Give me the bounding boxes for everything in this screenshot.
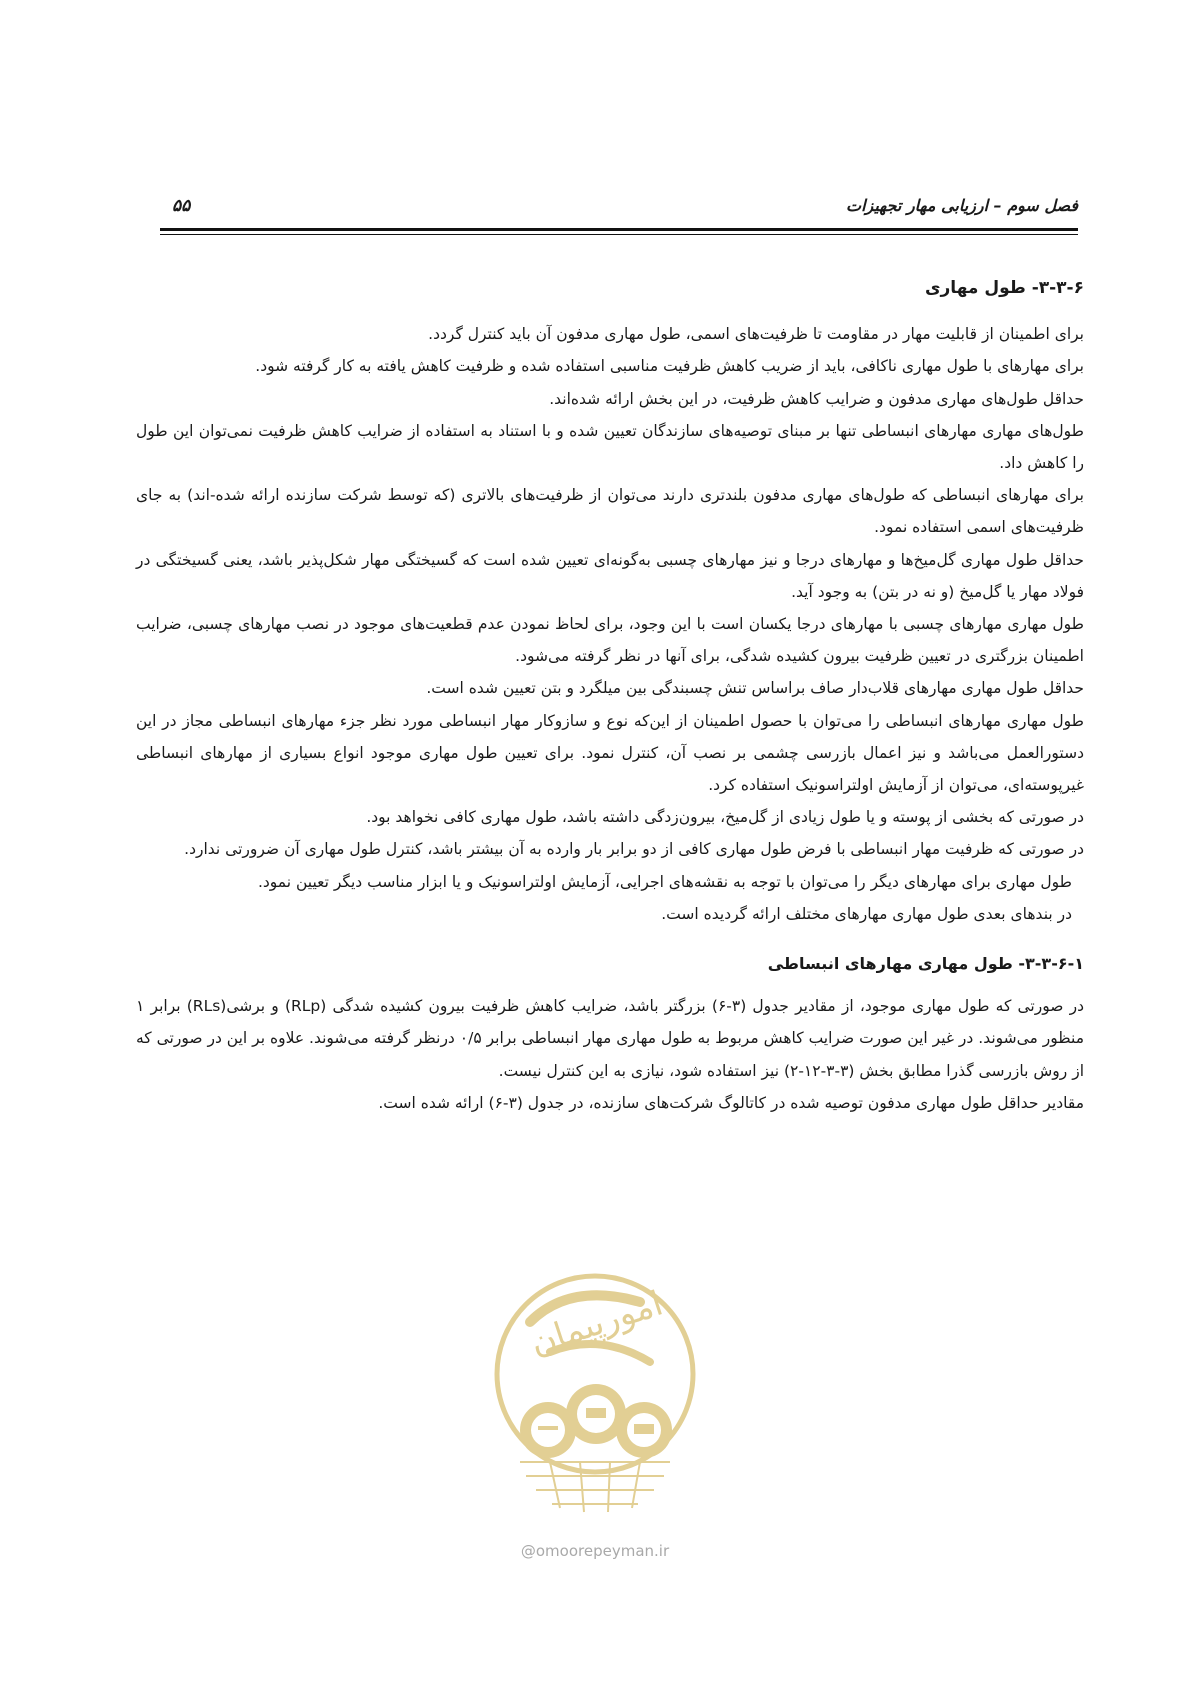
page-header [160,196,1078,226]
watermark-logo-text: امورپیمان [525,1283,668,1364]
paragraph: طول مهاری مهارهای انبساطی را می‌توان با حصول اطمینان از این‌که نوع و سازوکار مهار انبساطی مورد نظر جزء مهارهای انبساطی مجاز در این دستورالعمل می‌باشد و نیز اعمال بازرسی چشمی بر نصب آن، کنترل نمود. برای تعیین طول مهاری موجود انواع بسیاری از مهارهای انبساطی غیرپوسته‌ای، می‌توان از آزمایش اولتراسونیک استفاده کرد. [136,711,1084,795]
watermark [490,1262,700,1562]
page-number: ۵۵ [172,196,191,216]
chapter-title: فصل سوم – ارزیابی مهار تجهیزات [846,196,1078,215]
paragraph: طول مهاری مهارهای چسبی با مهارهای درجا یکسان است با این وجود، برای لحاظ نمودن عدم قطعیت‌های موجود در نصب مهارهای چسبی، ضرایب اطمینان بزرگتری در تعیین ظرفیت بیرون کشیده شدگی، برای آنها در نظر گرفته می‌شود. [136,615,1084,666]
paragraph: مقادیر حداقل طول مهاری مدفون توصیه شده در کاتالوگ شرکت‌های سازنده، در جدول (۳-۶) ارائه شده است. [378,1093,1084,1112]
page-body [136,272,1084,1119]
paragraph: برای اطمینان از قابلیت مهار در مقاومت تا ظرفیت‌های اسمی، طول مهاری مدفون آن باید کنترل گردد. [428,325,1084,344]
header-rule-thin [160,234,1078,235]
paragraph: در بندهای بعدی طول مهاری مهارهای مختلف ارائه گردیده است. [661,904,1072,923]
paragraph: در صورتی که بخشی از پوسته و یا طول زیادی از گل‌میخ، بیرون‌زدگی داشته باشد، طول مهاری کافی نخواهد بود. [366,808,1084,827]
paragraph: حداقل طول‌های مهاری مدفون و ضرایب کاهش ظرفیت، در این بخش ارائه شده‌اند. [549,389,1084,408]
paragraph: حداقل طول مهاری گل‌میخ‌ها و مهارهای درجا و نیز مهارهای چسبی به‌گونه‌ای تعیین شده است که گسیختگی مهار شکل‌پذیر باشد، یعنی گسیختگی در فولاد مهار یا گل‌میخ (و نه در بتن) به وجود آید. [136,550,1084,601]
section-heading: ۳-۳-۶- طول مهاری [924,278,1084,298]
paragraph: برای مهارهای انبساطی که طول‌های مهاری مدفون بلندتری دارند می‌توان از ظرفیت‌های بالاتری (که توسط شرکت سازنده ارائه شده-اند) به جای ظرفیت‌های اسمی استفاده نمود. [136,486,1084,537]
header-rule-thick [160,228,1078,231]
paragraph: طول مهاری برای مهارهای دیگر را می‌توان با توجه به نقشه‌های اجرایی، آزمایش اولتراسونیک و یا ابزار مناسب دیگر تعیین نمود. [257,872,1072,891]
watermark-logo-icon [490,1262,700,1538]
watermark-site: @omoorepeyman.ir [520,1542,670,1560]
paragraph: در صورتی که طول مهاری موجود، از مقادیر جدول (۳-۶) بزرگتر باشد، ضرایب کاهش ظرفیت بیرون کشیده شدگی (RLp) و برشی(RLs) برابر ۱ منظور می‌شوند. در غیر این صورت ضرایب کاهش مربوط به طول مهاری مهار انبساطی برابر ۰/۵ درنظر گرفته می‌شوند. علاوه بر این در صورتی که از روش بازرسی گذرا مطابق بخش (۳-۳-۱۲-۲) نیز استفاده شود، نیازی به این کنترل نیست. [136,997,1084,1080]
paragraph: برای مهارهای با طول مهاری ناکافی، باید از ضریب کاهش ظرفیت مناسبی استفاده شده و ظرفیت کاهش یافته به کار گرفته شود. [255,357,1084,376]
paragraph: طول‌های مهاری مهارهای انبساطی تنها بر مبنای توصیه‌های سازندگان تعیین شده و با استناد به استفاده از ضرایب کاهش ظرفیت نمی‌توان این طول را کاهش داد. [136,421,1084,473]
paragraph: در صورتی که ظرفیت مهار انبساطی با فرض طول مهاری کافی از دو برابر بار وارده به آن بیشتر باشد، کنترل طول مهاری آن ضرورتی ندارد. [184,840,1084,859]
subsection-heading: ۳-۳-۶-۱- طول مهاری مهارهای انبساطی [767,954,1084,974]
paragraph: حداقل طول مهاری مهارهای قلاب‌دار صاف براساس تنش چسبندگی بین میلگرد و بتن تعیین شده است. [426,679,1084,698]
